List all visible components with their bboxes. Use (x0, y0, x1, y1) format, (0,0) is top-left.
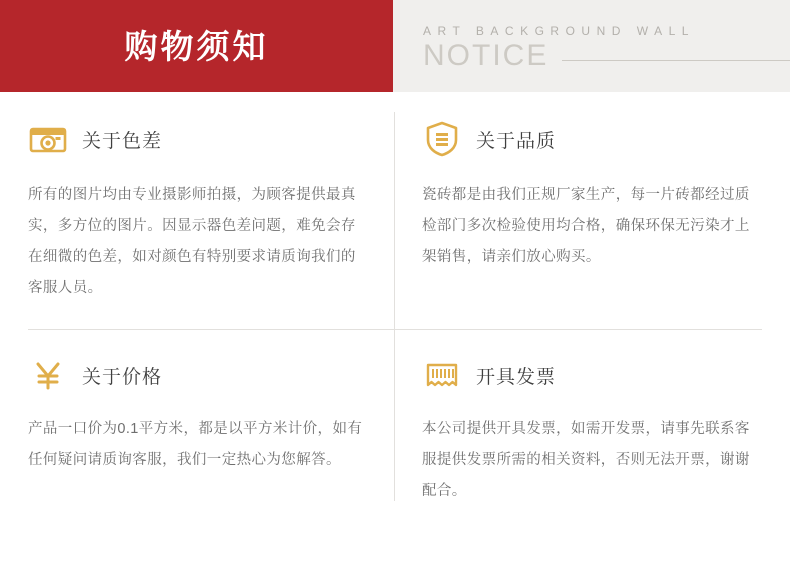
notice-section-invoice (422, 352, 772, 507)
notice-section-price (28, 352, 378, 476)
section-header (28, 116, 378, 162)
section-title: 开具发票 (476, 366, 557, 388)
header-subtitle-en: ART BACKGROUND WALL (423, 23, 695, 38)
section-text: 所有的图片均由专业摄影师拍摄，为顾客提供最真实，多方位的图片。因显示器色差问题，难免会存在细微的色差，如对颜色有特别要求请质询我们的客服人员。 (28, 187, 356, 296)
notice-section-quality (422, 116, 772, 273)
header-divider-line (562, 60, 790, 61)
section-text: 产品一口价为0.1平方米，都是以平方米计价，如有任何疑问请质询客服，我们一定热心为您解答。 (28, 421, 363, 468)
camera-icon (28, 119, 68, 159)
page-header (0, 0, 790, 92)
section-header (28, 352, 378, 398)
yen-price-icon (28, 355, 68, 395)
section-text: 瓷砖都是由我们正规厂家生产，每一片砖都经过质检部门多次检验使用均合格，确保环保无污染才上架销售，请亲们放心购买。 (422, 187, 750, 265)
section-title: 关于品质 (476, 130, 557, 152)
notice-grid (0, 92, 790, 561)
horizontal-divider (28, 329, 762, 330)
invoice-icon (422, 355, 462, 395)
section-title: 关于价格 (82, 366, 163, 388)
section-text: 本公司提供开具发票，如需开发票，请事先联系客服提供发票所需的相关资料，否则无法开票，谢谢配合。 (422, 421, 750, 499)
section-title: 关于色差 (82, 130, 163, 152)
header-notice-en: NOTICE (423, 38, 549, 72)
vertical-divider (394, 112, 395, 501)
header-title-banner (0, 0, 393, 92)
notice-section-color (28, 116, 378, 304)
shield-quality-icon (422, 119, 462, 159)
section-header (422, 116, 772, 162)
section-header (422, 352, 772, 398)
page-title: 购物须知 (124, 27, 269, 65)
header-notice-row (423, 38, 790, 72)
header-subtitle-area (393, 0, 790, 92)
